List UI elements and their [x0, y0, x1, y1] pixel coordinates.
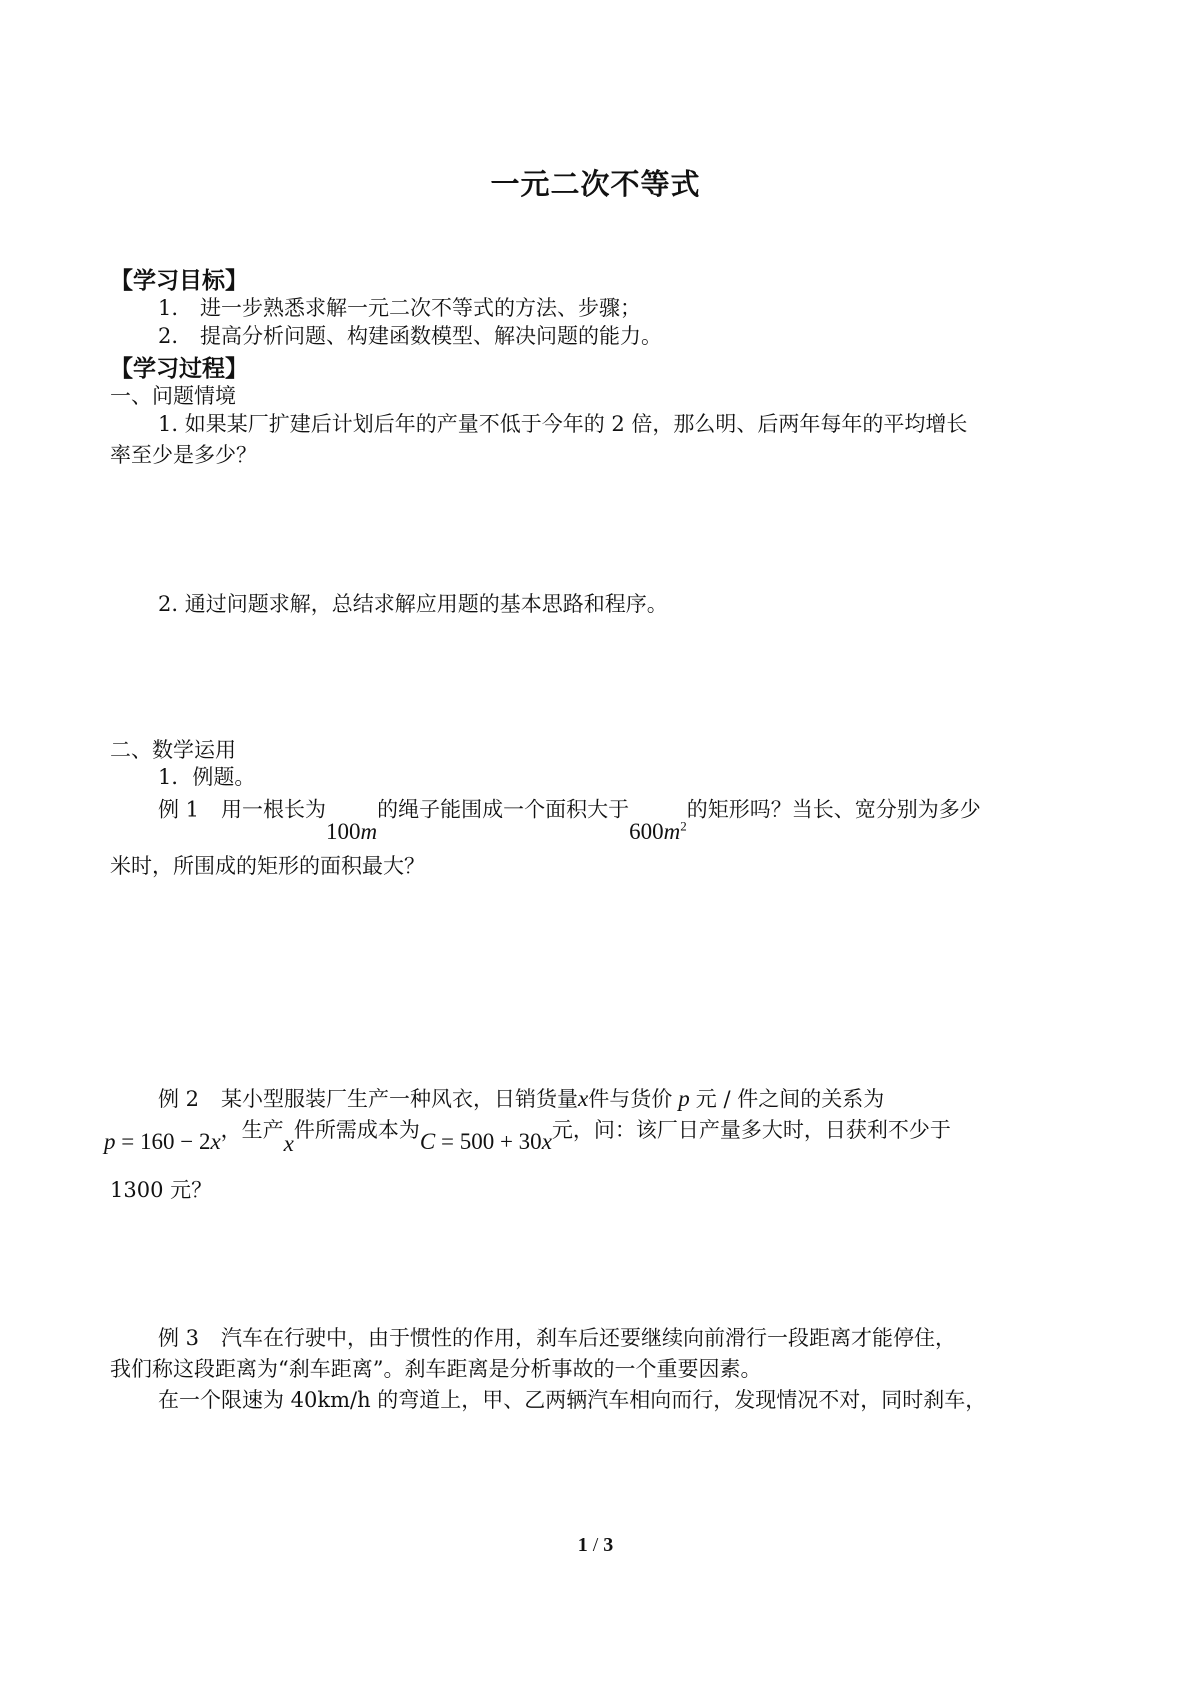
process-heading: 【学习过程】 [110, 356, 248, 382]
example-2-label: 例 2 [158, 1087, 200, 1111]
example-1-label: 例 1 [158, 797, 200, 822]
example-3-text: 汽车在行驶中，由于惯性的作用，刹车后还要继续向前滑行一段距离才能停住， [221, 1326, 957, 1350]
example-3-line-3: 在一个限速为 40km/h 的弯道上，甲、乙两辆汽车相向而行，发现情况不对，同时刹车， [158, 1388, 987, 1412]
goal-item-1-num: 1. [158, 296, 179, 320]
example-2-text-e: 件所需成本为 [293, 1118, 420, 1142]
example-1-line-2: 米时，所围成的矩形的面积最大？ [110, 854, 425, 878]
example-2-text-c: 元 / 件之间的关系为 [695, 1087, 885, 1111]
goal-item-2-num: 2. [158, 324, 179, 348]
example-2-line-1 [158, 1087, 884, 1110]
example-2-text-b: 件与货价 [588, 1087, 673, 1111]
formula-cost: C = 500 + 30x [419, 1129, 552, 1154]
question-2: 2. 通过问题求解，总结求解应用题的基本思路和程序。 [158, 592, 668, 616]
examples-subheading: 1．例题。 [158, 765, 256, 789]
example-1-line-1 [158, 797, 981, 844]
question-1-line-2: 率至少是多少？ [110, 443, 257, 467]
goal-item-2-text: 提高分析问题、构建函数模型、解决问题的能力。 [200, 324, 663, 348]
example-2-line-2 [104, 1118, 951, 1156]
example-1-text-a: 用一根长为 [221, 797, 327, 822]
example-2-text-f: 元，问：该厂日产量多大时，日获利不少于 [551, 1118, 951, 1142]
example-1-text-b: 的绳子能围成一个面积大于 [377, 797, 630, 822]
question-1-line-1: 1. 如果某厂扩建后计划后年的产量不低于今年的 2 倍，那么明、后两年每年的平均增长 [158, 412, 968, 436]
var-x: x [578, 1086, 589, 1111]
page-number [0, 1534, 1191, 1557]
goal-item-1-text: 进一步熟悉求解一元二次不等式的方法、步骤； [200, 296, 642, 320]
goal-item-2 [158, 326, 662, 347]
part2-heading: 二、数学运用 [110, 738, 236, 762]
var-x-2: x [283, 1131, 294, 1156]
example-2-text-a: 某小型服装厂生产一种风衣，日销货量 [221, 1087, 579, 1111]
example-3-line-2: 我们称这段距离为“刹车距离”。刹车距离是分析事故的一个重要因素。 [110, 1357, 762, 1381]
math-length: 100m [326, 818, 378, 844]
total-pages: 3 [603, 1534, 614, 1556]
example-1-text-c: 的矩形吗？当长、宽分别为多少 [686, 797, 981, 822]
example-3-label: 例 3 [158, 1326, 200, 1350]
math-area: $600m^2$ [629, 818, 687, 844]
var-p: p [678, 1086, 690, 1111]
formula-price: p = 160 − 2x [104, 1129, 221, 1154]
example-3-line-1 [158, 1328, 956, 1349]
page-separator: / [592, 1534, 599, 1556]
goals-heading: 【学习目标】 [110, 268, 248, 294]
part1-heading: 一、问题情境 [110, 384, 236, 408]
goal-item-1 [158, 298, 641, 319]
page-title: 一元二次不等式 [490, 167, 701, 201]
current-page: 1 [577, 1534, 588, 1556]
example-2-line-3: 1300 元？ [110, 1178, 213, 1202]
example-2-text-d: ，生产 [220, 1118, 284, 1142]
